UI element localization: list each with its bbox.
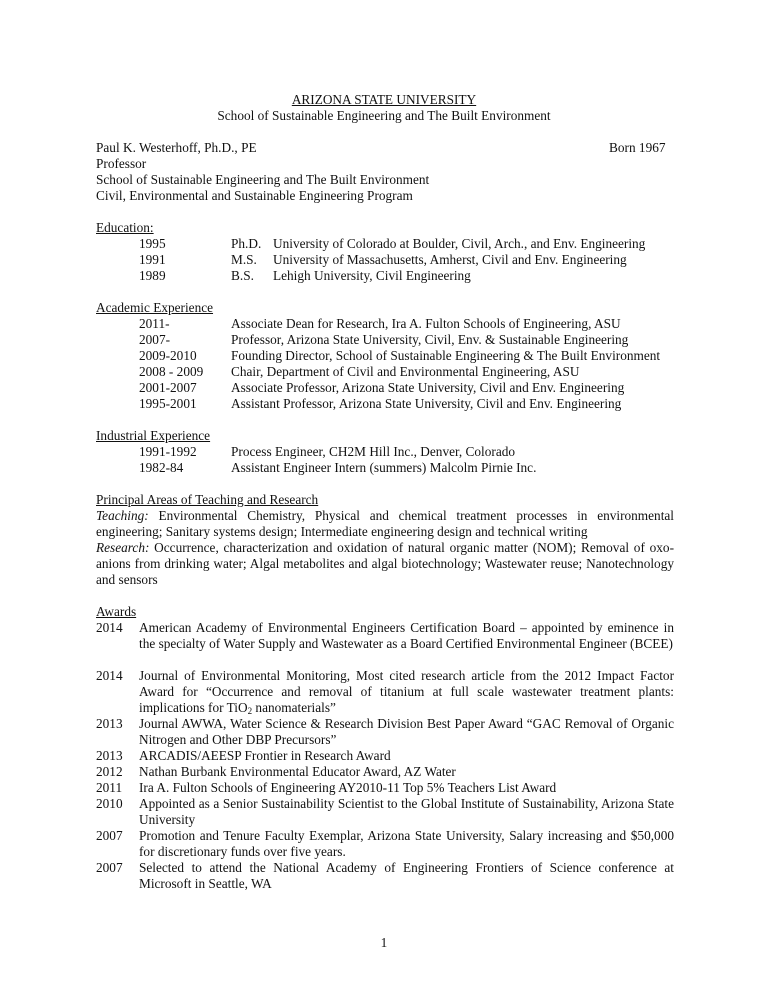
industrial-row	[0, 460, 768, 476]
education-year: 1989	[139, 268, 166, 283]
award-item	[0, 796, 768, 827]
industrial-position: Process Engineer, CH2M Hill Inc., Denver, Colorado	[231, 444, 516, 459]
industrial-row	[0, 444, 768, 460]
academic-position: Founding Director, School of Sustainable Engineering & The Built Environment	[231, 348, 661, 363]
education-year: 1995	[139, 236, 166, 251]
industrial-year: 1991-1992	[139, 444, 197, 459]
research-text: Occurrence, characterization and oxidation of natural organic matter (NOM); Removal of oxo-anions from drinking water; Algal metabolites and algal biotechnology; Wastewater reuse; Nanotechnology and sensors	[96, 540, 674, 587]
award-item	[0, 716, 768, 747]
award-year: 2007	[96, 860, 123, 875]
award-text: Nathan Burbank Environmental Educator Award, AZ Water	[139, 764, 456, 779]
industrial-position: Assistant Engineer Intern (summers) Malcolm Pirnie Inc.	[231, 460, 537, 475]
person-school: School of Sustainable Engineering and The Built Environment	[96, 172, 430, 187]
award-item	[0, 668, 768, 716]
award-text-main: Journal of Environmental Monitoring, Most cited research article from the 2012 Impact Factor Award for “Occurrence and removal of titanium at full scale wastewater treatment plants: implications for TiO	[139, 668, 674, 715]
academic-year: 2011-	[139, 316, 170, 331]
education-degree: B.S.	[231, 268, 254, 283]
teaching-paragraph	[96, 508, 674, 540]
birth-year: Born 1967	[609, 140, 666, 155]
award-text: Promotion and Tenure Faculty Exemplar, Arizona State University, Salary increasing and $50,000 for discretionary funds over five years.	[139, 828, 674, 859]
education-row	[0, 236, 768, 252]
industrial-year: 1982-84	[139, 460, 184, 475]
academic-position: Associate Dean for Research, Ira A. Fulton Schools of Engineering, ASU	[231, 316, 621, 331]
person-name: Paul K. Westerhoff, Ph.D., PE	[96, 140, 257, 155]
areas-heading: Principal Areas of Teaching and Research	[96, 492, 319, 507]
academic-position: Assistant Professor, Arizona State University, Civil and Env. Engineering	[231, 396, 622, 411]
award-year: 2011	[96, 780, 123, 795]
research-paragraph	[96, 540, 674, 588]
award-text: Appointed as a Senior Sustainability Scientist to the Global Institute of Sustainability, Arizona State University	[139, 796, 674, 827]
research-label: Research:	[96, 540, 150, 555]
award-year: 2007	[96, 828, 123, 843]
academic-row	[0, 348, 768, 364]
education-heading: Education:	[96, 220, 154, 235]
person-program: Civil, Environmental and Sustainable Engineering Program	[96, 188, 413, 203]
academic-heading: Academic Experience	[96, 300, 214, 315]
teaching-label: Teaching:	[96, 508, 149, 523]
academic-row	[0, 396, 768, 412]
page-number: 1	[380, 935, 388, 950]
industrial-heading: Industrial Experience	[96, 428, 211, 443]
academic-position: Professor, Arizona State University, Civil, Env. & Sustainable Engineering	[231, 332, 629, 347]
award-item	[0, 748, 768, 764]
education-institution: Lehigh University, Civil Engineering	[273, 268, 471, 283]
award-year: 2012	[96, 764, 123, 779]
academic-year: 2007-	[139, 332, 171, 347]
academic-position: Associate Professor, Arizona State University, Civil and Env. Engineering	[231, 380, 625, 395]
person-title: Professor	[96, 156, 147, 171]
academic-year: 2009-2010	[139, 348, 197, 363]
academic-row	[0, 364, 768, 380]
award-item	[0, 828, 768, 859]
education-institution: University of Colorado at Boulder, Civil, Arch., and Env. Engineering	[273, 236, 646, 251]
education-year: 1991	[139, 252, 166, 267]
school-heading: School of Sustainable Engineering and The Built Environment	[217, 108, 551, 123]
award-year: 2014	[96, 620, 123, 635]
award-text: Ira A. Fulton Schools of Engineering AY2010-11 Top 5% Teachers List Award	[139, 780, 557, 795]
award-text: Selected to attend the National Academy of Engineering Frontiers of Science conference at Microsoft in Seattle, WA	[139, 860, 674, 891]
academic-year: 1995-2001	[139, 396, 197, 411]
award-item	[0, 780, 768, 796]
award-text: American Academy of Environmental Engineers Certification Board – appointed by eminence in the specialty of Water Supply and Wastewater as a Board Certified Environmental Engineer (BCEE)	[139, 620, 674, 651]
awards-heading: Awards	[96, 604, 137, 619]
award-text-end: nanomaterials”	[252, 700, 336, 715]
education-institution: University of Massachusetts, Amherst, Civil and Env. Engineering	[273, 252, 627, 267]
academic-row	[0, 380, 768, 396]
award-year: 2013	[96, 748, 123, 763]
university-heading: ARIZONA STATE UNIVERSITY	[291, 92, 477, 107]
academic-year: 2001-2007	[139, 380, 197, 395]
award-text: Journal AWWA, Water Science & Research Division Best Paper Award “GAC Removal of Organic Nitrogen and Other DBP Precursors”	[139, 716, 674, 747]
award-item	[0, 860, 768, 891]
award-text-subscript: 2	[247, 706, 253, 716]
education-row	[0, 252, 768, 268]
award-year: 2010	[96, 796, 123, 811]
education-degree: M.S.	[231, 252, 257, 267]
academic-row	[0, 332, 768, 348]
award-text	[139, 668, 674, 716]
award-year: 2013	[96, 716, 123, 731]
award-year: 2014	[96, 668, 123, 683]
award-item	[0, 764, 768, 780]
award-text: ARCADIS/AEESP Frontier in Research Award	[139, 748, 391, 763]
education-degree: Ph.D.	[231, 236, 262, 251]
academic-year: 2008 - 2009	[139, 364, 204, 379]
academic-position: Chair, Department of Civil and Environmental Engineering, ASU	[231, 364, 580, 379]
award-item	[0, 620, 768, 651]
academic-row	[0, 316, 768, 332]
education-row	[0, 268, 768, 284]
teaching-text: Environmental Chemistry, Physical and chemical treatment processes in environmental engineering; Sanitary systems design; Intermediate engineering design and technical writing	[96, 508, 674, 539]
